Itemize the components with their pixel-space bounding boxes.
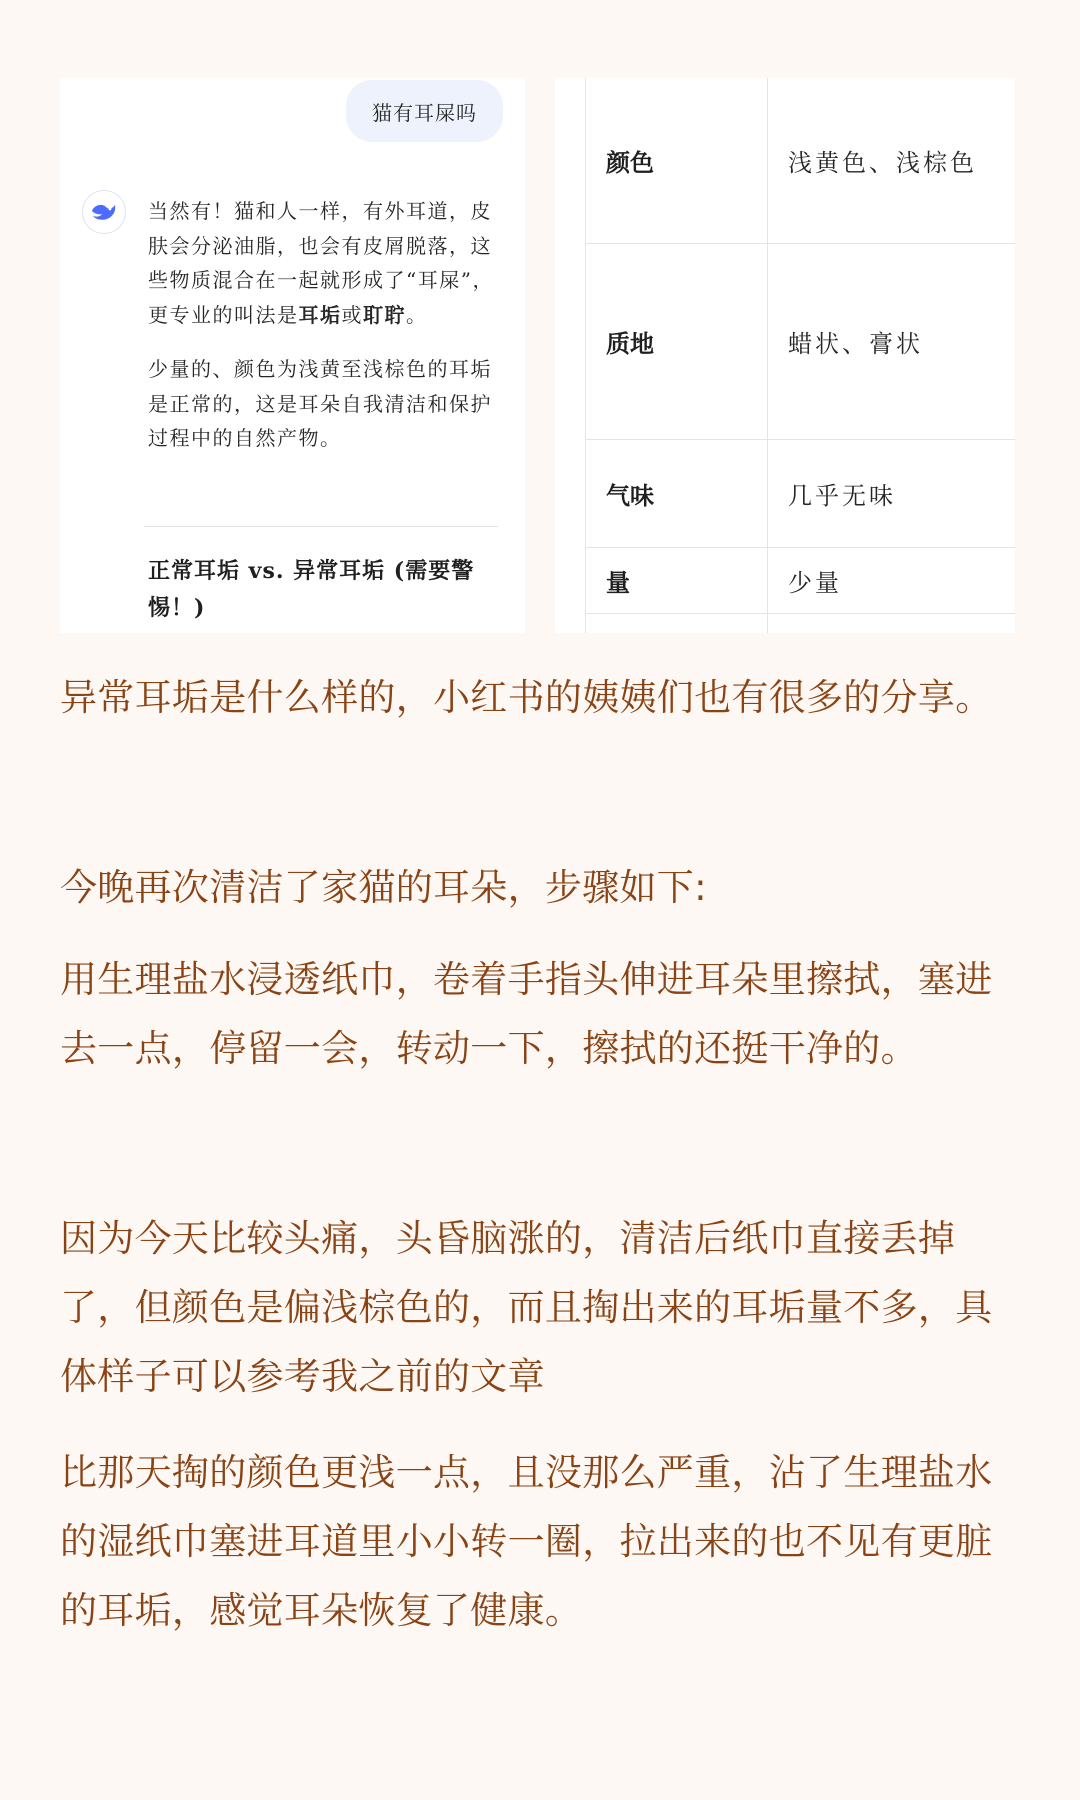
table-value-cell: 浅黄色、浅棕色	[768, 78, 1015, 243]
assistant-paragraph-2: 少量的、颜色为浅黄至浅棕色的耳垢是正常的，这是耳朵自我清洁和保护过程中的自然产物。	[148, 357, 492, 450]
table-screenshot	[555, 78, 1015, 633]
article-paragraph-3: 用生理盐水浸透纸巾，卷着手指头伸进耳朵里擦拭，塞进去一点，停留一会，转动一下，擦拭的还挺干净的。	[60, 958, 993, 1070]
assistant-paragraph-1	[148, 194, 498, 332]
whale-logo-icon	[82, 190, 126, 234]
user-message-text: 猫有耳屎吗	[372, 100, 477, 125]
table-key-cell: 气味	[586, 440, 768, 547]
whale-logo-svg	[90, 201, 118, 223]
table-value-cell-empty	[768, 614, 1015, 633]
chat-screenshot	[60, 78, 525, 633]
table-key-cell: 颜色	[586, 78, 768, 243]
table-key-cell: 质地	[586, 244, 768, 439]
term-cerumen: 耳垢	[298, 302, 342, 327]
article-paragraph-4: 因为今天比较头痛，头昏脑涨的，清洁后纸巾直接丢掉了，但颜色是偏浅棕色的，而且掏出来的耳垢量不多，具体样子可以参考我之前的文章	[60, 1217, 993, 1398]
table-row	[586, 78, 1015, 244]
table-value-cell: 蜡状、膏状	[768, 244, 1015, 439]
or-text: 或	[341, 302, 363, 327]
period-text: 。	[406, 302, 428, 327]
table-value-cell: 几乎无味	[768, 440, 1015, 547]
table-row-partial	[586, 614, 1015, 633]
table-row	[586, 548, 1015, 614]
user-message-bubble	[346, 80, 503, 142]
divider	[144, 526, 498, 527]
table-row	[586, 440, 1015, 548]
table-row	[586, 244, 1015, 440]
section-heading: 正常耳垢 vs. 异常耳垢 (需要警惕！)	[148, 558, 475, 621]
article-paragraph-1: 异常耳垢是什么样的，小红书的姨姨们也有很多的分享。	[60, 676, 993, 719]
assistant-message	[148, 194, 498, 456]
term-dingning: 耵聍	[363, 302, 406, 327]
table-key-cell-empty	[586, 614, 768, 633]
assistant-paragraph-1-text: 当然有！猫和人一样，有外耳道，皮肤会分泌油脂，也会有皮屑脱落，这些物质混合在一起就形成了“耳屎”，更专业的叫法是	[148, 199, 494, 327]
article-paragraph-5: 比那天掏的颜色更浅一点，且没那么严重，沾了生理盐水的湿纸巾塞进耳道里小小转一圈，拉出来的也不见有更脏的耳垢，感觉耳朵恢复了健康。	[60, 1451, 993, 1632]
article-paragraph-2: 今晚再次清洁了家猫的耳朵，步骤如下:	[60, 866, 707, 909]
table-value-cell: 少量	[768, 548, 1015, 613]
earwax-table	[585, 78, 1015, 633]
table-key-cell: 量	[586, 548, 768, 613]
